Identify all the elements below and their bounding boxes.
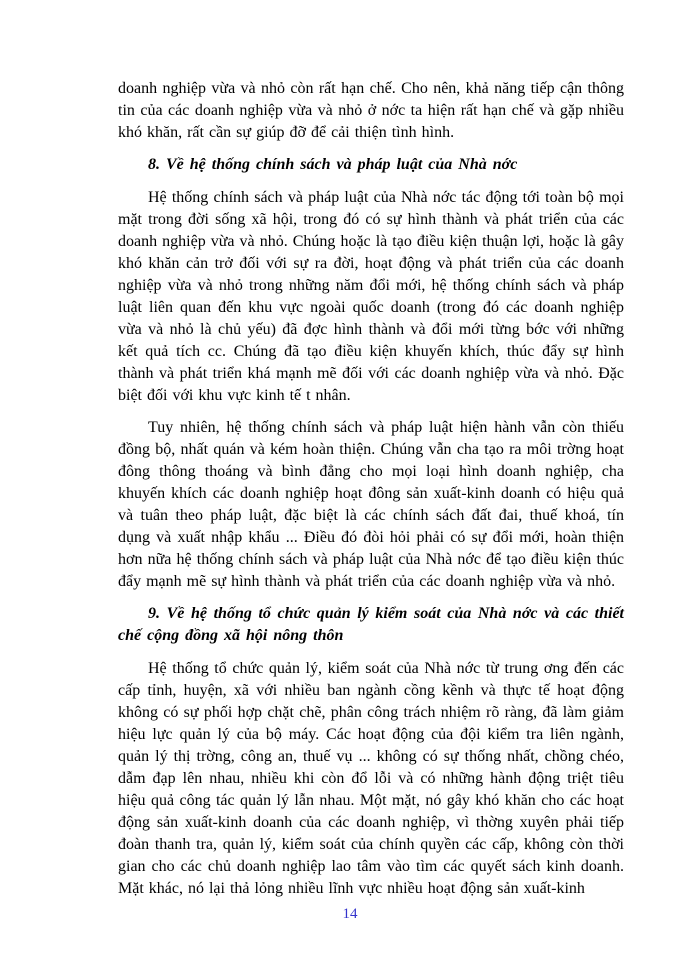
paragraph-continuation: doanh nghiệp vừa và nhỏ còn rất hạn chế. Cho nên, khả năng tiếp cận thông tin của các doanh nghiệp vừa và nhỏ ở nớc ta hiện rất hạn chế và gặp nhiều khó khăn, rất cần sự giúp đỡ để cải thiện tình hình. [118,80,624,141]
section-heading-9: 9. Về hệ thống tổ chức quản lý kiểm soát của Nhà nớc và các thiết chế cộng đồng xã hội nông thôn [118,605,624,644]
section-heading-8: 8. Về hệ thống chính sách và pháp luật của Nhà nớc [148,156,518,173]
paragraph-management-system: Hệ thống tổ chức quản lý, kiểm soát của Nhà nớc từ trung ơng đến các cấp tỉnh, huyện, xã với nhiều ban ngành cồng kềnh và thực tế hoạt động không có sự phối hợp chặt chẽ, phân công trách nhiệm rõ ràng, đã làm giảm hiệu lực quản lý của bộ máy. Các hoạt động của đội kiểm tra liên ngành, quản lý thị trờng, công an, thuế vụ ... không có sự thống nhất, chồng chéo, dẫm đạp lên nhau, nhiều khi còn đổ lỗi và có những hành động triệt tiêu hiệu quả công tác quản lý lẫn nhau. Một mặt, nó gây khó khăn cho các hoạt động sản xuất-kinh doanh của các doanh nghiệp, vì thờng xuyên phải tiếp đoàn thanh tra, quản lý, kiểm soát của chính quyền các cấp, không còn thời gian cho các chủ doanh nghiệp lao tâm vào tìm các quyết sách kinh doanh. Mặt khác, nó lại thả lỏng nhiều lĩnh vực nhiều hoạt động sản xuất-kinh [118,660,624,897]
page-number: 14 [342,906,358,922]
page-footer [0,905,700,923]
paragraph-policy-system: Hệ thống chính sách và pháp luật của Nhà nớc tác động tới toàn bộ mọi mặt trong đời sống xã hội, trong đó có sự hình thành và phát triển của các doanh nghiệp vừa và nhỏ. Chúng hoặc là tạo điều kiện thuận lợi, hoặc là gây khó khăn cản trở đối với sự ra đời, hoạt động và phát triển của các doanh nghiệp vừa và nhỏ trong những năm đổi mới, hệ thống chính sách và pháp luật liên quan đến khu vực ngoài quốc doanh (trong đó các doanh nghiệp vừa và nhỏ là chủ yếu) đã đợc hình thành và đổi mới từng bớc với những kết quả tích cc. Chúng đã tạo điều kiện khuyến khích, thúc đẩy sự hình thành và phát triển khá mạnh mẽ đối với các doanh nghiệp vừa và nhỏ. Đặc biệt đối với khu vực kinh tế t nhân. [118,189,624,404]
page-body [118,78,624,910]
paragraph-policy-shortcomings: Tuy nhiên, hệ thống chính sách và pháp luật hiện hành vẫn còn thiếu đồng bộ, nhất quán và kém hoàn thiện. Chúng vẫn cha tạo ra môi trờng hoạt đông thông thoáng và bình đẳng cho mọi loại hình doanh nghiệp, cha khuyến khích các doanh nghiệp hoạt đông sản xuất-kinh doanh có hiệu quả và tuân theo pháp luật, đặc biệt là các chính sách đất đai, thuế khoá, tín dụng và xuất nhập khẩu ... Điều đó đòi hỏi phải có sự đổi mới, hoàn thiện hơn nữa hệ thống chính sách và pháp luật của Nhà nớc để tạo điều kiện thúc đẩy mạnh mẽ sự hình thành và phát triển của các doanh nghiệp vừa và nhỏ. [118,419,624,590]
